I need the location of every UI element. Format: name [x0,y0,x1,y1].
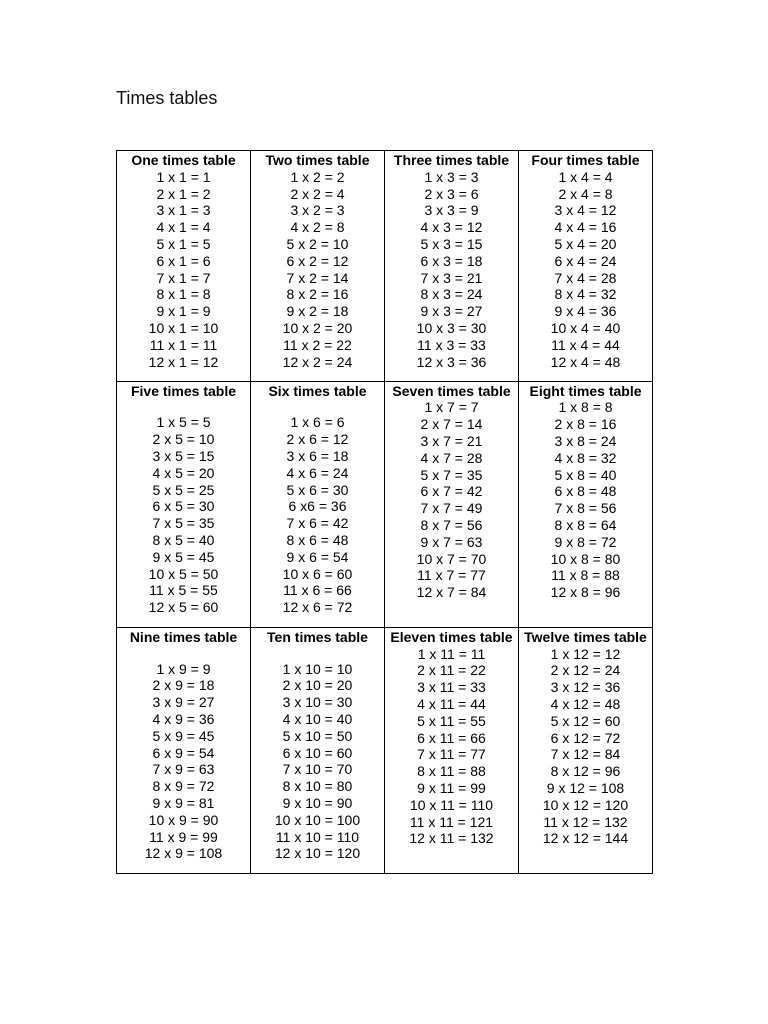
multiplication-fact: 3 x 6 = 18 [286,447,349,464]
times-table-cell [519,381,653,627]
multiplication-fact: 7 x 7 = 49 [420,500,483,517]
times-table-cell [251,627,385,873]
multiplication-fact: 9 x 5 = 45 [152,548,215,565]
multiplication-fact: 8 x 7 = 56 [420,516,483,533]
multiplication-fact: 12 x 5 = 60 [148,599,219,616]
multiplication-fact: 11 x 6 = 66 [283,582,352,599]
multiplication-fact: 1 x 7 = 7 [424,399,479,416]
multiplication-fact: 7 x 3 = 21 [420,269,483,286]
multiplication-fact: 12 x 7 = 84 [416,584,487,601]
multiplication-fact: 4 x 4 = 16 [554,219,617,236]
multiplication-fact: 6 x 9 = 54 [152,744,215,761]
multiplication-fact: 3 x 12 = 36 [550,679,621,696]
multiplication-fact: 5 x 1 = 5 [156,235,211,252]
multiplication-fact: 8 x 10 = 80 [282,778,353,795]
multiplication-fact: 4 x 9 = 36 [152,710,215,727]
multiplication-fact: 9 x 10 = 90 [282,794,353,811]
multiplication-fact: 10 x 10 = 100 [274,811,361,828]
multiplication-fact: 2 x 9 = 18 [152,677,215,694]
multiplication-fact: 7 x 5 = 35 [152,515,215,532]
multiplication-fact: 12 x 4 = 48 [550,353,621,370]
multiplication-fact: 10 x 7 = 70 [416,550,487,567]
multiplication-fact: 10 x 6 = 60 [282,565,353,582]
multiplication-fact: 6 x 12 = 72 [550,729,621,746]
multiplication-fact: 8 x 11 = 88 [417,763,486,780]
multiplication-fact: 9 x 4 = 36 [554,303,617,320]
multiplication-fact: 11 x 1 = 11 [149,336,218,353]
multiplication-fact: 3 x 8 = 24 [554,432,617,449]
multiplication-fact: 11 x 2 = 22 [283,336,352,353]
times-table-cell [385,627,519,873]
multiplication-fact: 1 x 1 = 1 [156,168,211,185]
multiplication-fact: 3 x 11 = 33 [417,679,486,696]
times-table-cell [251,381,385,627]
times-table-heading: Four times table [531,152,640,168]
multiplication-fact: 6 x 4 = 24 [554,252,617,269]
multiplication-fact: 3 x 1 = 3 [156,202,211,219]
multiplication-fact: 10 x 1 = 10 [148,319,219,336]
grid-row [117,381,653,627]
multiplication-fact: 8 x 12 = 96 [550,763,621,780]
multiplication-fact: 2 x 12 = 24 [550,662,621,679]
times-table-cell [519,151,653,382]
multiplication-fact: 2 x 6 = 12 [286,431,349,448]
multiplication-fact: 4 x 5 = 20 [152,464,215,481]
multiplication-fact: 9 x 7 = 63 [420,533,483,550]
grid-row [117,151,653,382]
multiplication-fact: 3 x 4 = 12 [554,202,617,219]
multiplication-fact: 3 x 3 = 9 [424,202,479,219]
multiplication-fact: 5 x 5 = 25 [152,481,215,498]
multiplication-fact: 5 x 9 = 45 [152,727,215,744]
times-table-heading: Seven times table [392,382,511,399]
multiplication-fact: 11 x 12 = 132 [543,813,628,830]
multiplication-fact: 2 x 10 = 20 [282,677,353,694]
multiplication-fact: 4 x 1 = 4 [156,219,211,236]
multiplication-fact: 5 x 10 = 50 [282,727,353,744]
multiplication-fact: 6 x 7 = 42 [420,483,483,500]
multiplication-fact: 10 x 8 = 80 [550,550,621,567]
multiplication-fact: 9 x 9 = 81 [152,794,215,811]
times-table-heading: Six times table [268,382,367,399]
multiplication-fact: 12 x 8 = 96 [550,584,621,601]
multiplication-fact: 6 x 3 = 18 [420,252,483,269]
times-table-heading: Five times table [130,382,237,399]
multiplication-fact: 8 x 2 = 16 [286,286,349,303]
multiplication-fact: 11 x 3 = 33 [417,336,486,353]
multiplication-fact: 12 x 11 = 132 [409,830,494,847]
multiplication-fact: 3 x 2 = 3 [290,202,345,219]
times-table-heading: Two times table [265,152,370,168]
multiplication-fact: 4 x 10 = 40 [282,710,353,727]
multiplication-fact: 10 x 9 = 90 [148,811,219,828]
multiplication-fact: 6 x 11 = 66 [417,729,486,746]
multiplication-fact: 5 x 11 = 55 [417,712,486,729]
multiplication-fact: 6 x 5 = 30 [152,498,215,515]
multiplication-fact: 1 x 5 = 5 [156,414,211,431]
times-table-cell [385,151,519,382]
times-table-cell [519,627,653,873]
multiplication-fact: 7 x 2 = 14 [286,269,349,286]
multiplication-fact: 12 x 3 = 36 [416,353,487,370]
multiplication-fact: 3 x 7 = 21 [420,432,483,449]
times-table-heading: Ten times table [267,628,368,645]
multiplication-fact: 7 x 6 = 42 [286,515,349,532]
multiplication-fact: 11 x 11 = 121 [409,813,494,830]
multiplication-fact: 11 x 7 = 77 [417,567,486,584]
times-table-heading: Twelve times table [524,628,647,645]
multiplication-fact: 5 x 12 = 60 [550,712,621,729]
multiplication-fact: 2 x 4 = 8 [558,185,613,202]
times-tables-grid [116,150,653,874]
times-table-heading: One times table [131,152,236,168]
multiplication-fact: 8 x 1 = 8 [156,286,211,303]
multiplication-fact: 5 x 4 = 20 [554,235,617,252]
times-table-cell [117,151,251,382]
multiplication-fact: 2 x 7 = 14 [420,416,483,433]
multiplication-fact: 2 x 2 = 4 [290,185,345,202]
multiplication-fact: 12 x 9 = 108 [144,845,223,862]
multiplication-fact: 10 x 2 = 20 [282,319,353,336]
multiplication-fact: 6 x 2 = 12 [286,252,349,269]
multiplication-fact: 4 x 3 = 12 [420,219,483,236]
multiplication-fact: 6 x6 = 36 [288,498,347,515]
multiplication-fact: 2 x 5 = 10 [152,431,215,448]
multiplication-fact: 4 x 11 = 44 [417,695,486,712]
times-table-heading: Eleven times table [390,628,513,645]
multiplication-fact: 12 x 12 = 144 [542,830,629,847]
multiplication-fact: 4 x 8 = 32 [554,449,617,466]
multiplication-fact: 9 x 2 = 18 [286,303,349,320]
multiplication-fact: 9 x 1 = 9 [156,303,211,320]
multiplication-fact: 11 x 5 = 55 [149,582,218,599]
multiplication-fact: 1 x 6 = 6 [290,414,345,431]
multiplication-fact: 9 x 6 = 54 [286,548,349,565]
multiplication-fact: 8 x 9 = 72 [152,778,215,795]
multiplication-fact: 12 x 2 = 24 [282,353,353,370]
multiplication-fact: 8 x 5 = 40 [152,531,215,548]
multiplication-fact: 11 x 10 = 110 [275,828,360,845]
multiplication-fact: 3 x 10 = 30 [282,694,353,711]
multiplication-fact: 4 x 2 = 8 [290,219,345,236]
multiplication-fact: 8 x 4 = 32 [554,286,617,303]
multiplication-fact: 3 x 9 = 27 [152,694,215,711]
multiplication-fact: 9 x 12 = 108 [546,779,625,796]
multiplication-fact: 10 x 12 = 120 [542,796,629,813]
multiplication-fact: 7 x 4 = 28 [554,269,617,286]
multiplication-fact: 12 x 6 = 72 [282,599,353,616]
page-title: Times tables [116,88,218,108]
multiplication-fact: 7 x 12 = 84 [550,746,621,763]
multiplication-fact: 7 x 8 = 56 [554,500,617,517]
multiplication-fact: 9 x 8 = 72 [554,533,617,550]
multiplication-fact: 8 x 3 = 24 [420,286,483,303]
multiplication-fact: 10 x 3 = 30 [416,319,487,336]
multiplication-fact: 1 x 9 = 9 [156,660,211,677]
times-table-cell [385,381,519,627]
multiplication-fact: 6 x 8 = 48 [554,483,617,500]
multiplication-fact: 10 x 5 = 50 [148,565,219,582]
multiplication-fact: 10 x 11 = 110 [409,796,494,813]
times-table-cell [251,151,385,382]
multiplication-fact: 4 x 6 = 24 [286,464,349,481]
multiplication-fact: 6 x 10 = 60 [282,744,353,761]
multiplication-fact: 1 x 4 = 4 [558,168,613,185]
times-table-heading: Nine times table [129,628,238,645]
multiplication-fact: 5 x 6 = 30 [286,481,349,498]
times-table-cell [117,627,251,873]
multiplication-fact: 2 x 8 = 16 [554,416,617,433]
times-table-heading: Three times table [393,152,510,168]
multiplication-fact: 11 x 8 = 88 [551,567,620,584]
multiplication-fact: 2 x 3 = 6 [424,185,479,202]
multiplication-fact: 5 x 3 = 15 [420,235,483,252]
multiplication-fact: 5 x 7 = 35 [420,466,483,483]
multiplication-fact: 4 x 12 = 48 [550,695,621,712]
grid-row [117,627,653,873]
multiplication-fact: 1 x 3 = 3 [424,168,479,185]
multiplication-fact: 4 x 7 = 28 [420,449,483,466]
multiplication-fact: 11 x 9 = 99 [149,828,218,845]
multiplication-fact: 1 x 10 = 10 [282,660,353,677]
multiplication-fact: 2 x 1 = 2 [156,185,211,202]
multiplication-fact: 1 x 11 = 11 [417,645,486,662]
multiplication-fact: 8 x 8 = 64 [554,516,617,533]
multiplication-fact: 9 x 3 = 27 [420,303,483,320]
multiplication-fact: 11 x 4 = 44 [551,336,620,353]
multiplication-fact: 7 x 11 = 77 [417,746,486,763]
multiplication-fact: 9 x 11 = 99 [417,779,486,796]
multiplication-fact: 1 x 2 = 2 [290,168,345,185]
times-table-heading: Eight times table [529,382,642,399]
multiplication-fact: 7 x 10 = 70 [282,761,353,778]
times-table-cell [117,381,251,627]
multiplication-fact: 7 x 1 = 7 [156,269,211,286]
multiplication-fact: 7 x 9 = 63 [152,761,215,778]
multiplication-fact: 5 x 2 = 10 [286,235,349,252]
multiplication-fact: 6 x 1 = 6 [156,252,211,269]
multiplication-fact: 1 x 12 = 12 [550,645,621,662]
multiplication-fact: 1 x 8 = 8 [558,399,613,416]
multiplication-fact: 8 x 6 = 48 [286,531,349,548]
multiplication-fact: 10 x 4 = 40 [550,319,621,336]
multiplication-fact: 2 x 11 = 22 [417,662,486,679]
multiplication-fact: 12 x 1 = 12 [148,353,219,370]
multiplication-fact: 3 x 5 = 15 [152,447,215,464]
multiplication-fact: 5 x 8 = 40 [554,466,617,483]
multiplication-fact: 12 x 10 = 120 [274,845,361,862]
